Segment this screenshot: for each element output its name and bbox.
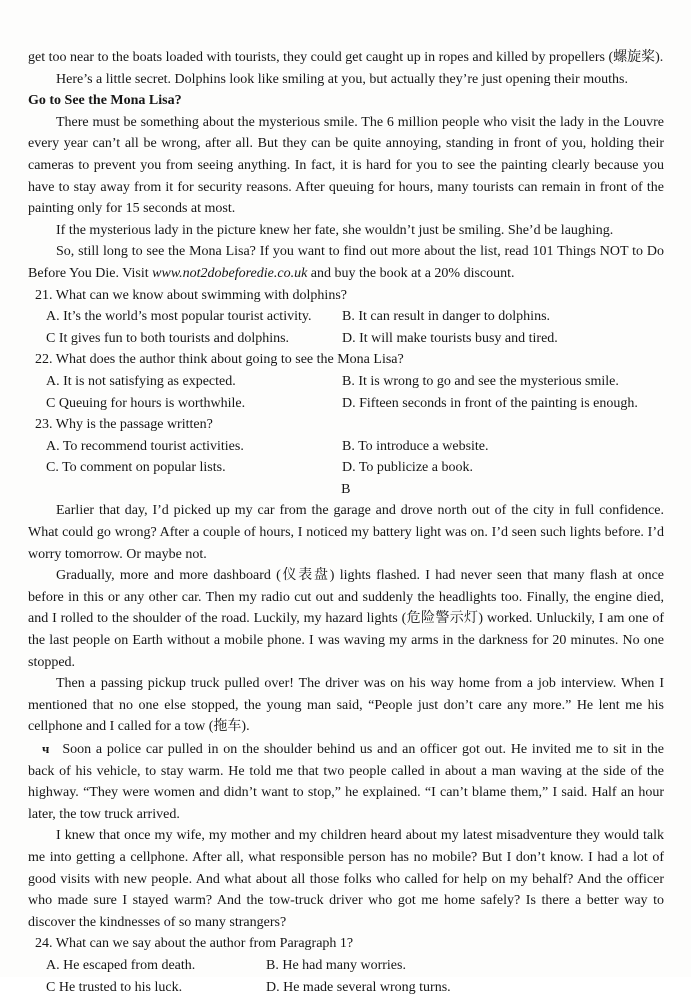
question-22-prompt: 22. What does the author think about going to see the Mona Lisa?	[35, 352, 404, 368]
section-b-label: B	[341, 481, 351, 497]
passage-a-fate-paragraph: If the mysterious lady in the picture knew her fate, she wouldn’t just be smiling. She’d be laughing.	[56, 222, 614, 238]
passage-a-continuation: get too near to the boats loaded with tourists, they could get caught up in ropes and killed by propellers (螺旋桨).	[28, 50, 664, 65]
passage-b-paragraph-2: Gradually, more and more dashboard (仪表盘) lights flashed. I had never seen that many flash at once before in this or any other car. Then my radio cut out and suddenly the headlights too. Finally, the engine died, and I rolled to the shoulder of the road. Luckily, my hazard lights (危险警示灯) worked. Unluckily, I am one of the last people on Earth without a mobile phone. I was waving my arms in the darkness for 20 minutes. No one stopped.	[28, 568, 664, 670]
question-23-option-a: A. To recommend tourist activities.	[46, 438, 244, 454]
question-22-options	[35, 371, 664, 414]
book-website-url: www.not2dobeforedie.co.uk	[152, 265, 308, 281]
question-24-option-c: C He trusted to his luck.	[46, 979, 183, 995]
question-24-option-b: B. He had many worries.	[266, 957, 406, 973]
book-paragraph-prefix: So, still long to see the Mona Lisa? If you want to find out more about the list, read 101 Things NOT to Do Before You Die. Visit	[28, 244, 664, 281]
question-23-option-b: B. To introduce a website.	[342, 438, 489, 454]
question-22-option-c: C Queuing for hours is worthwhile.	[46, 395, 246, 411]
question-23	[35, 414, 664, 479]
question-22	[35, 349, 664, 414]
passage-b-paragraph-5: I knew that once my wife, my mother and my children heard about my latest misadventure they would talk me into getting a cellphone. After all, what responsible person has no mobile? But I don’t know. I had a lot of good visits with new people. And what about all those folks who called for help on my behalf? And the officer who made sure I stayed warm? And the tow-truck driver who got me home safely? Is there a better way to discover the kindnesses of so many strangers?	[28, 828, 664, 930]
question-22-option-b: B. It is wrong to go and see the mysterious smile.	[342, 373, 619, 389]
passage-b-paragraph-1: Earlier that day, I’d picked up my car from the garage and drove north out of the city in full confidence. What could go wrong? After a couple of hours, I noticed my battery light was on. I’d seen such lights before. I’d worry tomorrow. Or maybe not.	[28, 503, 664, 562]
passage-b-paragraph-4	[28, 738, 664, 825]
question-24-options	[35, 955, 664, 998]
question-21-option-b: B. It can result in danger to dolphins.	[342, 309, 551, 325]
question-21-option-a: A. It’s the world’s most popular tourist activity.	[46, 309, 312, 325]
question-21-option-c: C It gives fun to both tourists and dolphins.	[46, 330, 290, 346]
question-21-option-d: D. It will make tourists busy and tired.	[342, 330, 558, 346]
question-21	[35, 285, 664, 350]
question-24-option-d: D. He made several wrong turns.	[266, 979, 451, 995]
book-paragraph-suffix: and buy the book at a 20% discount.	[307, 265, 515, 281]
question-23-prompt: 23. Why is the passage written?	[35, 417, 213, 433]
question-24-prompt: 24. What can we say about the author from Paragraph 1?	[35, 936, 354, 952]
question-24-option-a: A. He escaped from death.	[46, 957, 196, 973]
question-22-option-a: A. It is not satisfying as expected.	[46, 373, 236, 389]
passage-b-paragraph-4-text: Soon a police car pulled in on the shoulder behind us and an officer got out. He invited me to sit in the back of his vehicle, to stay warm. He told me that two people called in about a man waving at the side of the highway. “They were women and didn’t want to stop,” he explained. “I can’t blame them,” I said. Half an hour later, the tow truck arrived.	[28, 742, 664, 822]
passage-a-secret-line: Here’s a little secret. Dolphins look like smiling at you, but actually they’re just opening their mouths.	[56, 71, 628, 87]
question-23-option-d: D. To publicize a book.	[342, 460, 473, 476]
question-24	[35, 933, 664, 998]
question-21-options	[35, 306, 664, 349]
handwritten-annotation-mark: ч	[42, 741, 50, 756]
passage-a-heading: Go to See the Mona Lisa?	[28, 93, 182, 109]
passage-b-paragraph-3: Then a passing pickup truck pulled over! The driver was on his way home from a job interview. When I mentioned that no one else stopped, the young man said, “People just don’t care any more.” He lent me his cellphone and I called for a tow (拖车).	[28, 676, 664, 735]
question-21-prompt: 21. What can we know about swimming with dolphins?	[35, 287, 347, 303]
passage-a-book-paragraph	[28, 241, 664, 284]
question-23-option-c: C. To comment on popular lists.	[46, 460, 226, 476]
question-23-options	[35, 436, 664, 479]
question-22-option-d: D. Fifteen seconds in front of the painting is enough.	[342, 395, 638, 411]
passage-a-mona-paragraph: There must be something about the mysterious smile. The 6 million people who visit the lady in the Louvre every year can’t all be wrong, after all. But they can be quite annoying, standing in front of you, holding their cameras to prevent you from seeing anything. In fact, it is hard for you to see the painting clearly because you have to stay away from it for security reasons. After queuing for hours, many tourists can remain in front of the painting only for 15 seconds at most.	[28, 114, 664, 217]
